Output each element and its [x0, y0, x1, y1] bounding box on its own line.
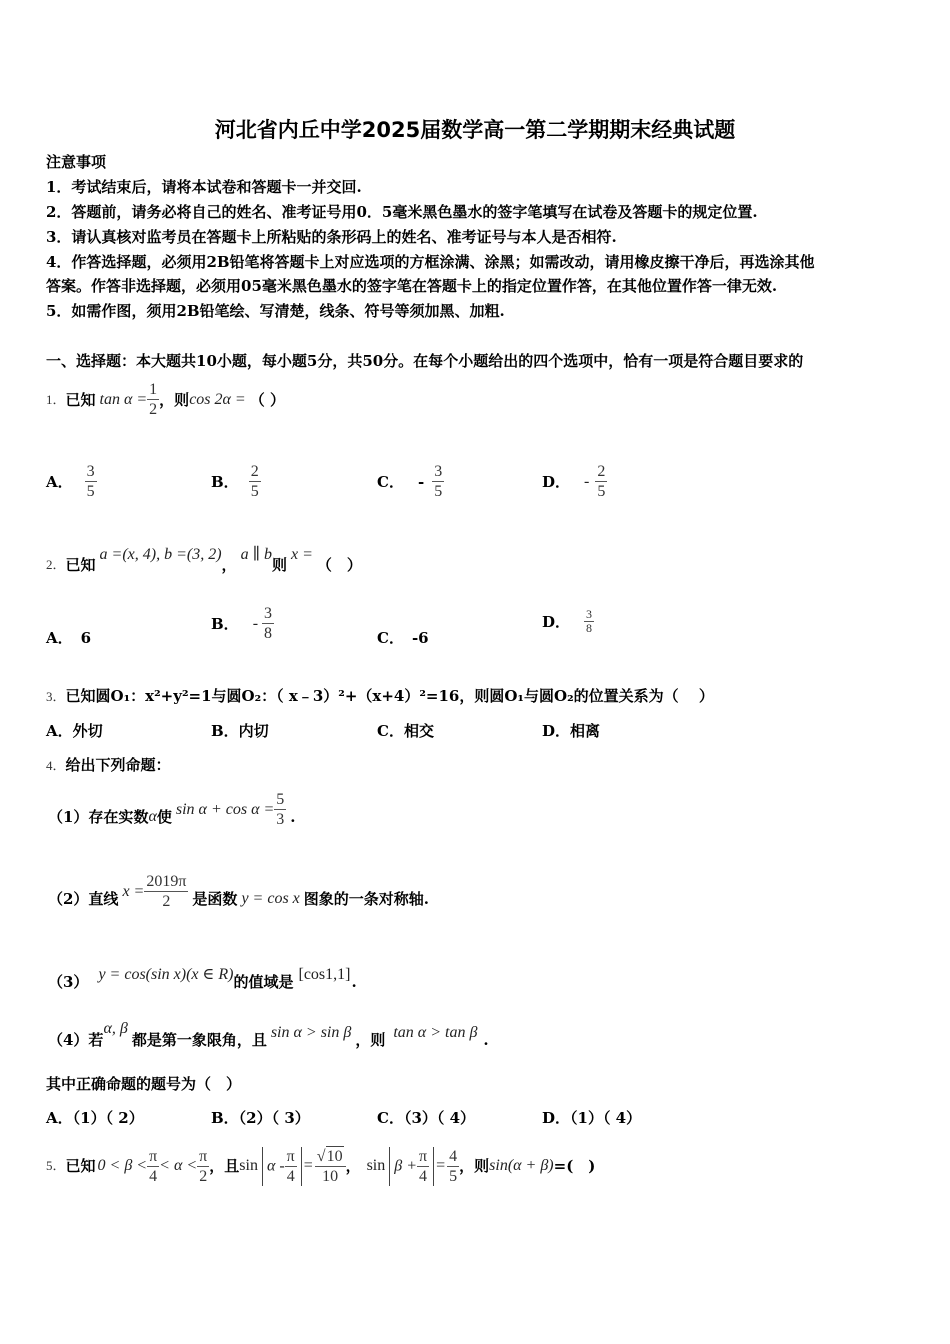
- question-4: [46, 755, 171, 776]
- q3-text: 已知圆O₁：x²+y²=1与圆O₂：（ x﹣3）²+（x+4）²=16，则圆O₁与圆O₂的位置关系为（ ）: [65, 687, 714, 705]
- q4-ask: 其中正确命题的题号为（ ）: [46, 1075, 242, 1093]
- q2-option-b[interactable]: B． - $\frac{3}{8}$: [211, 605, 273, 642]
- q1-prefix: 已知: [65, 390, 96, 409]
- option-fraction: $\frac{2}{5}$: [597, 463, 606, 500]
- question-2: 2． 已知 a =(x, 4), b =(3, 2) ， a ∥ b 则 x = （ ）: [46, 546, 362, 574]
- question-3: [46, 686, 714, 707]
- q1-bracket: （ ）: [249, 390, 285, 409]
- q3-option-c[interactable]: C．相交: [377, 722, 434, 740]
- q4-option-a[interactable]: A．（1）（ 2）: [46, 1109, 144, 1127]
- notice-item: 答案。作答非选择题，必须用05毫米黑色墨水的签字笔在答题卡上的指定位置作答，在其他位置作答一律无效.: [46, 277, 778, 295]
- q4-option-b[interactable]: B．（2）（ 3）: [211, 1109, 310, 1127]
- q4-proposition-2: （2）直线 x = $\frac{2019\pi}{2}$ 是函数 y = cos x 图象的一条对称轴.: [48, 873, 429, 910]
- q4-intro: 给出下列命题：: [65, 756, 171, 774]
- q4-option-c[interactable]: C．（3）（ 4）: [377, 1109, 476, 1127]
- q1-then: ，则: [159, 390, 190, 409]
- question-number: 4．: [46, 758, 66, 773]
- notice-item: 3．请认真核对监考员在答题卡上所粘贴的条形码上的姓名、准考证号与本人是否相符.: [46, 228, 617, 246]
- q2-option-a[interactable]: A． 6: [46, 629, 92, 647]
- q3-option-d[interactable]: D．相离: [542, 722, 601, 740]
- q4-option-d[interactable]: D．（1）（ 4）: [542, 1109, 642, 1127]
- question-5: 5． 已知 0 < β < $\frac{\pi}{4}$ < α < $\frac{\pi}{2}$ ，且 sin α - $\frac{\pi}{4}$ = $\frac{√10}{10}$ ， sin β + $\frac{\pi}{4}$ = $\frac{4}{5}$ ，则 sin(α + β) =( ): [46, 1147, 596, 1185]
- q3-option-a[interactable]: A．外切: [46, 722, 103, 740]
- notice-heading: 注意事项: [46, 153, 107, 171]
- q1-fraction: $\frac{1}{2}$: [149, 381, 158, 418]
- q4-proposition-3: （3） y = cos(sin x)(x ∈ R) 的值域是 [cos1,1] .: [48, 966, 357, 991]
- question-1: [46, 380, 285, 419]
- question-number: 5．: [46, 1158, 66, 1173]
- q1-option-c[interactable]: C． - $\frac{3}{5}$: [377, 463, 443, 500]
- q4-proposition-4: （4）若 α, β 都是第一象限角，且 sin α > sin β ，则 tan α > tan β .: [48, 1020, 489, 1049]
- q2-x: x =: [290, 546, 313, 563]
- q1-option-b[interactable]: B． $\frac{2}{5}$: [211, 463, 259, 500]
- q1-condition: tan α =: [99, 390, 148, 408]
- q2-prefix: 已知: [65, 556, 96, 574]
- notice-item: 1．考试结束后，请将本试卷和答题卡一并交回.: [46, 178, 362, 196]
- notice-item: 5．如需作图，须用2B铅笔绘、写清楚，线条、符号等须加黑、加粗.: [46, 302, 505, 320]
- q4-proposition-1: （1）存在实数 α 使 sin α + cos α = $\frac{5}{3}$ .: [48, 791, 296, 828]
- option-fraction: $\frac{3}{5}$: [434, 463, 443, 500]
- q2-parallel: a ∥ b: [240, 546, 272, 563]
- option-fraction: $\frac{3}{8}$: [586, 607, 593, 635]
- option-fraction: $\frac{3}{5}$: [86, 463, 95, 500]
- notice-item: 4．作答选择题，必须用2B铅笔将答题卡上对应选项的方框涂满、涂黑；如需改动，请用橡皮擦干净后，再选涂其他: [46, 253, 815, 271]
- q1-option-d[interactable]: D． - $\frac{2}{5}$: [542, 463, 606, 500]
- question-number: 1．: [46, 391, 66, 407]
- option-fraction: $\frac{2}{5}$: [250, 463, 259, 500]
- option-fraction: $\frac{3}{8}$: [264, 605, 273, 642]
- q1-option-a[interactable]: A． $\frac{3}{5}$: [46, 463, 95, 500]
- q2-option-c[interactable]: C． -6: [377, 629, 429, 647]
- q1-target: cos 2α =: [189, 390, 246, 408]
- question-number: 3．: [46, 689, 66, 704]
- q3-option-b[interactable]: B．内切: [211, 722, 269, 740]
- q2-option-d[interactable]: D． $\frac{3}{8}$: [542, 607, 593, 635]
- q2-vectors: a =(x, 4), b =(3, 2): [99, 546, 222, 563]
- exam-title: 河北省内丘中学2025届数学高一第二学期期末经典试题: [214, 118, 736, 142]
- question-number: 2．: [46, 557, 66, 572]
- section-heading: 一、选择题：本大题共10小题，每小题5分，共50分。在每个小题给出的四个选项中，恰有一项是符合题目要求的: [46, 352, 804, 370]
- notice-item: 2．答题前，请务必将自己的姓名、准考证号用0．5毫米黑色墨水的签字笔填写在试卷及答题卡的规定位置.: [46, 203, 758, 221]
